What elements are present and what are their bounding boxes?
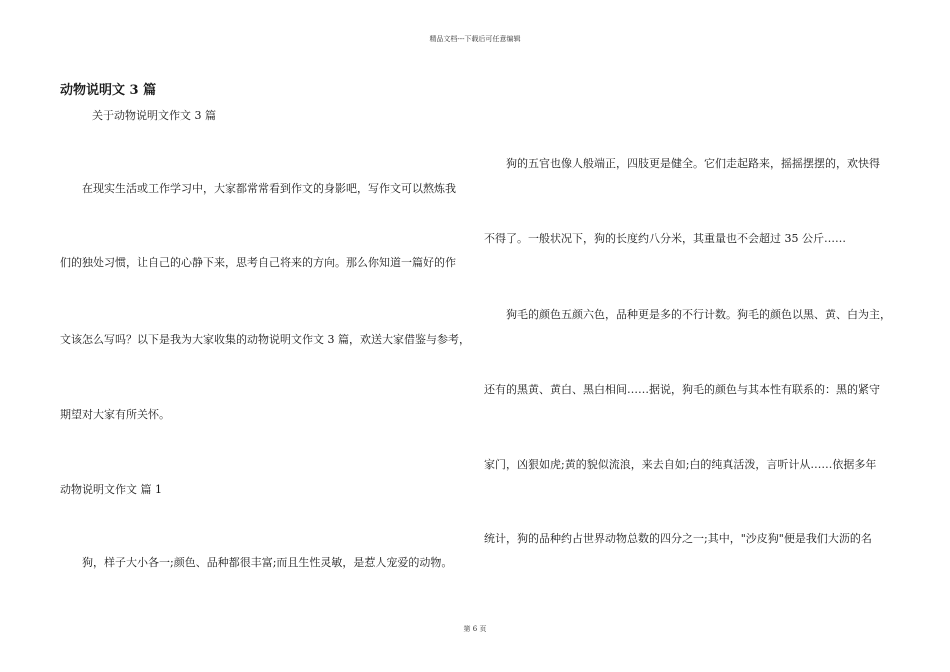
paragraph-line: 们的独处习惯，让自己的心静下来，思考自己将来的方向。那么你知道一篇好的作 <box>60 256 456 269</box>
page-header-note: 精品文档---下载后可任意编辑 <box>429 35 521 43</box>
paragraph-line: 狗毛的颜色五颜六色，品种更是多的不行计数。狗毛的颜色以黑、黄、白为主， <box>506 308 891 321</box>
paragraph-line: 在现实生活或工作学习中，大家都常常看到作文的身影吧，写作文可以熬炼我 <box>82 182 456 195</box>
paragraph-line: 统计，狗的品种约占世界动物总数的四分之一;其中，"沙皮狗"便是我们大沥的名 <box>484 532 872 545</box>
paragraph-line: 狗的五官也像人般端正，四肢更是健全。它们走起路来，摇摇摆摆的，欢快得 <box>506 157 880 170</box>
paragraph-line: 家门，凶狠如虎;黄的貌似流浪，来去自如;白的纯真活泼，言听计从……依据多年 <box>484 458 877 471</box>
document-title: 动物说明文 3 篇 <box>60 83 157 98</box>
section-heading: 动物说明文作文 篇 1 <box>60 483 162 496</box>
paragraph-line: 狗，样子大小各一;颜色、品种都很丰富;而且生性灵敏，是惹人宠爱的动物。 <box>82 556 453 569</box>
paragraph-line: 期望对大家有所关怀。 <box>60 408 170 421</box>
document-subtitle: 关于动物说明文作文 3 篇 <box>92 109 216 122</box>
paragraph-line: 还有的黑黄、黄白、黑白相间……据说，狗毛的颜色与其本性有联系的：黑的紧守 <box>484 383 880 396</box>
paragraph-line: 不得了。一般状况下，狗的长度约八分米，其重量也不会超过 35 公斤…… <box>484 232 846 245</box>
paragraph-line: 文该怎么写吗？以下是我为大家收集的动物说明文作文 3 篇，欢送大家借鉴与参考， <box>60 333 470 346</box>
page-number: 第 6 页 <box>463 625 487 633</box>
